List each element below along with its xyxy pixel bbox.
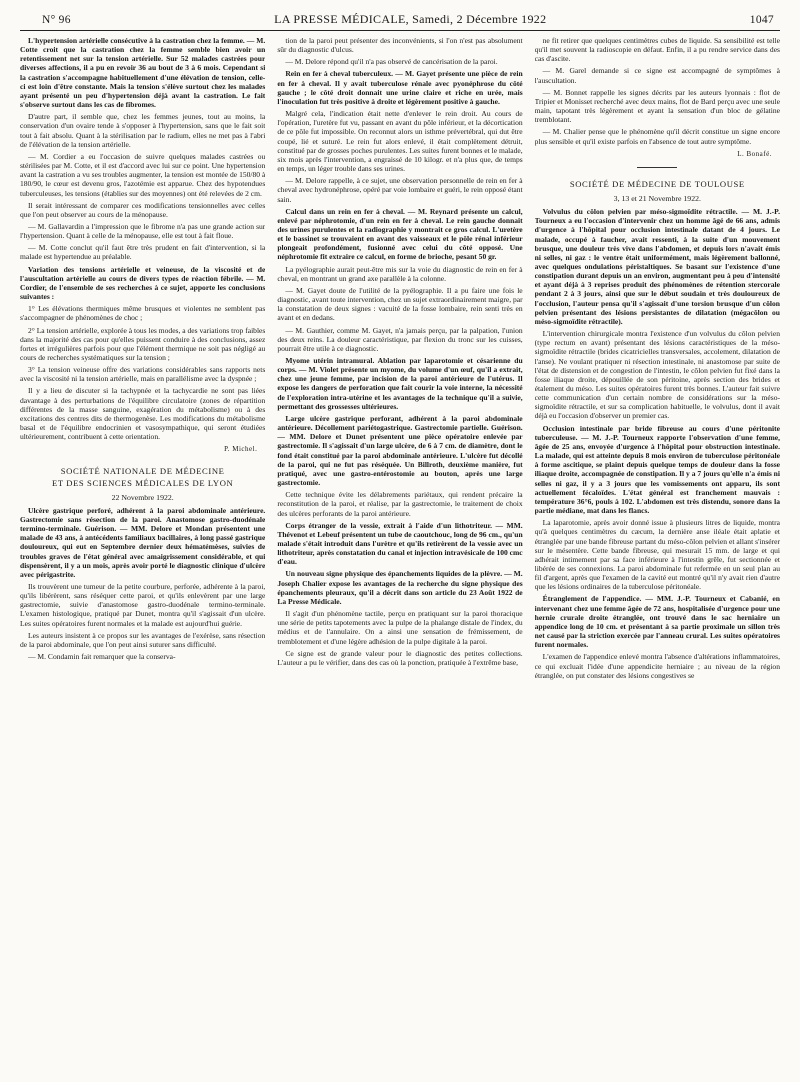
column-2 (277, 36, 522, 1066)
article-paragraph: Il y a lieu de discuter si la tachypnée et la tachycardie ne sont pas liées davantage à des perturbations de l'équilibre circulatoire (zones de répartition différentes de la masse sanguine, exagération du métabolisme) ou à des excitations des centres dits de thermogenèse. Les modifications du métabolisme basal et de l'équilibre endocrinien et vasosympathique, qui seront étudiées ultérieurement, contribuent à cette orientation. (20, 386, 266, 442)
article-paragraph: — M. Gayet doute de l'utilité de la pyélographie. Il a pu faire une fois le diagnostic, avant toute intervention, chez un sujet extraordinairement maigre, par la constatation de deux signes : vacuité de la fosse lombaire, rein senti très en avant et en dedans. (277, 285, 523, 323)
article-paragraph: Cette technique évite les délabrements pariétaux, qui rendent précaire la reconstitution de la paroi, et réalise, par la gastrectomie, le traitement de choix des ulcères perforants de la paroi antérieure. (277, 490, 523, 518)
issue-number: N° 96 (42, 14, 71, 26)
paragraph-group (535, 207, 780, 680)
article-paragraph: Il s'agit d'un phénomène tactile, perçu en pratiquant sur la paroi thoracique une série de petits tapotements avec la pulpe de la phalange distale de l'index, du médius et de l'annulaire. On a ainsi une sensation de frémissement, de tremblotement et d'une légère adhésion de la pulpe digitale à la paroi. (277, 609, 523, 646)
article-paragraph: L'intervention chirurgicale montra l'existence d'un volvulus du côlon pelvien (type rectum en avant) présentant des lésions caractéristiques de la méso-sigmoïdite rétractile (brides cicatricielles transversales, accolement, dilatation de l'anse). Ne voulant pratiquer ni résection intestinale, ni anastomose par suite de l'état de distension et de congestion de l'intestin, le côlon pelvien fut fixé dans la fosse iliaque droite, dépouillée de son péritoine, après section des brides et étalement du méso. Les suites opératoires furent très bonnes. L'auteur fait suivre cette communication d'un certain nombre de considérations sur la méso-sigmoïdite rétractile, et sur sa complication habituelle, le volvulus, dont il avait déjà eu l'occasion d'observer un premier cas. (534, 329, 780, 421)
article-paragraph: — M. Gauthier, comme M. Gayet, n'a jamais perçu, par la palpation, l'union des deux reins. La douleur caractéristique, par flexion du tronc sur les cuisses, pourrait être utile à ce diagnostic. (277, 325, 523, 353)
section-title: SOCIÉTÉ DE MÉDECINE DE TOULOUSE (569, 178, 745, 189)
article-paragraph: Étranglement de l'appendice. — MM. J.-P. Tourneux et Cabanié, en intervenant chez une femme âgée de 72 ans, hospitalisée d'urgence pour une hernie crurale droite étranglée, ont trouvé dans le sac herniaire un appendice long de 10 cm. et présentant à sa partie proximale un sillon très net causé par la striction exercée par l'anneau crural. Les suites opératoires furent normales. (534, 594, 780, 650)
paragraph-group (535, 36, 780, 146)
article-paragraph: D'autre part, il semble que, chez les femmes jeunes, tout au moins, la conservation d'un ovaire tende à s'opposer à l'hypertension, sans que le fait soit tout à fait absolu. Quant à la stérilisation par le radium, elles ne met pas à l'abri de l'élévation de la tension artérielle. (20, 112, 266, 149)
article-paragraph: La laparotomie, après avoir donné issue à plusieurs litres de liquide, montra qu'à quelques centimètres du cæcum, la dernière anse iléale était aplatie et étranglée par une bande fibreuse partant du méso-côlon pelvien et allant s'insérer sur le mésentère. Cette bande fibreuse, qui mesurait 15 mm. de large et qui adhérait intimement par sa face inférieure à l'intestin grêle, fut sectionnée et libérée de ses connexions. La paroi abdominale fut refermée en un seul plan au fil d'argent, après que l'examen de la cavité eut montré qu'il n'y avait rien d'autre que les lésions ordinaires de la tuberculose péritonéale. (534, 518, 780, 592)
paragraph-group (20, 506, 265, 662)
article-paragraph: Malgré cela, l'indication était nette d'enlever le rein droit. Au cours de l'opération, l'uretère fut vu, passant en avant du pôle inférieur, et la décortication de ce pôle fut impossible. On reconnut alors un isthme prévertébral, qui dut être coupé, lié et suturé. Le rein fut alors enlevé, il était complètement détruit, constitué par de grosses poches purulentes. Les suites furent bonnes et le malade, six mois après l'intervention, a engraissé de 10 kilogr. et n'a plus que, de temps en temps, un léger trouble dans ses urines. (277, 109, 523, 174)
article-paragraph: Les auteurs insistent à ce propos sur les avantages de l'exérèse, sans résection de la paroi abdominale, que l'on peut ainsi suturer sans difficulté. (20, 630, 266, 649)
article-paragraph: Occlusion intestinale par bride fibreuse au cours d'une péritonite tuberculeuse. — M. J.-P. Tourneux rapporte l'observation d'une femme, âgée de 25 ans, envoyée d'urgence à l'hôpital pour obstruction intestinale. La malade, qui est atteinte depuis 8 mois environ de tuberculose péritonéale à forme ascitique, se plaint depuis quelque temps de douleur dans la fosse iliaque droite, accompagnée de constipation. Il y a 7 jours qu'elle n'a émis ni selles ni gaz, il y a 3 jours que les vomissements ont apparu, ils sont actuellement fécaloïdes. L'état général est franchement mauvais : température 36°6, pouls à 102. L'abdomen est très distendu, sonore dans la partie médiane, mat dans les flancs. (534, 423, 780, 516)
article-paragraph: Calcul dans un rein en fer à cheval. — M. Reynard présente un calcul, enlevé par néphrotomie, d'un rein en fer à cheval. Le rein gauche donnait des urines purulentes et la radiographie y montrait ce gros calcul. L'uretère et le bassinet se trouvaient en avant des vaisseaux et le pôle rénal inférieur plongeait profondément, fusionné avec celui du côté opposé. Une néphrotomie fit extraire ce calcul, en forme de brioche, pesant 50 gr. (277, 206, 523, 262)
article-paragraph: Ils trouvèrent une tumeur de la petite courbure, perforée, adhérente à la paroi, qu'ils libérèrent, sans réséquer cette paroi, et qu'ils enlevèrent par une large gastrectomie, suivie d'anastomose gastro-duodénale termino-terminale. L'examen histologique, pratiqué par Dunet, montra qu'il s'agissait d'un ulcère. Les suites opératoires furent normales et la malade est aujourd'hui guérie. (20, 581, 266, 628)
article-paragraph: Variation des tensions artérielle et veineuse, de la viscosité et de l'auscultation artérielle au cours de divers types de réaction fébrile. — M. Cordier, de l'ensemble de ses recherches à ce sujet, apporte les conclusions suivantes : (20, 264, 266, 302)
article-paragraph: ne fit retirer que quelques centimètres cubes de liquide. Sa sensibilité est telle qu'il met souvent la radioscopie en défaut. Enfin, il a pu rendre service dans des cas d'ascite. (534, 36, 780, 64)
paragraph-group (277, 36, 522, 667)
society-section-heading (20, 465, 265, 502)
article-paragraph: 1° Les élévations thermiques même brusques et violentes ne semblent pas s'accompagner de phénomènes de choc ; (20, 304, 266, 323)
signature: L. Bonafé. (737, 149, 772, 158)
signature: P. Michel. (224, 445, 258, 454)
article-paragraph: Rein en fer à cheval tuberculeux. — M. Gayet présente une pièce de rein en fer à cheval. Il y avait tuberculose rénale avec pyonéphrose du côté gauche ; le côté droit donnait une urine claire et riche en urée, mais l'inoculation fut très positive à droite et légèrement positive à gauche. (277, 69, 523, 106)
page-number: 1047 (749, 14, 774, 26)
article-paragraph: — M. Chalier pense que le phénomène qu'il décrit constitue un signe encore plus sensible et qu'il existe parfois en l'absence de tout autre symptôme. (534, 127, 780, 146)
article-paragraph: — M. Cordier a eu l'occasion de suivre quelques malades castrées ou stérilisées par M. Cotte, et il est d'accord avec lui sur ce point. Une hypertension avant la castration a vu ses troubles augmenter, la tension est montée de 150/80 à 180/90, le cœur est devenu gros, l'azotémie est apparue. Chez des hypotendues tuberculeuses, les tensions (établies sur des moyennes) ont été relevées de 2 cm. (20, 151, 266, 198)
society-section-heading (535, 178, 780, 203)
journal-title-date: LA PRESSE MÉDICALE, Samedi, 2 Décembre 1922 (274, 12, 547, 26)
article-paragraph: Ulcère gastrique perforé, adhérent à la paroi abdominale antérieure. Gastrectomie sans résection de la paroi. Anastomose gastro-duodénale termino-terminale. Guérison. — MM. Delore et Mondan présentent une malade de 43 ans, à antécédents familiaux bacillaires, à long passé gastrique douloureux, qui eut en Septembre dernier deux hématémèses, suivies de troubles graves de l'état général avec amaigrissement considérable, et qui dispensèrent, il y a un mois, après avoir porté le diagnostic clinique d'ulcère avec périgastrite. (20, 505, 266, 579)
column-1 (20, 36, 265, 1066)
article-paragraph: Ce signe est de grande valeur pour le diagnostic des petites collections. L'auteur a pu le vérifier, dans des cas où la ponction, pratiquée à l'extrême base, (277, 648, 523, 667)
article-paragraph: Un nouveau signe physique des épanchements liquides de la plèvre. — M. Joseph Chalier expose les avantages de la recherche du signe physique des épanchements pleuraux, qu'il a décrit dans son article du 23 Août 1922 de La Presse Médicale. (277, 569, 523, 606)
article-paragraph: — M. Gallavardin a l'impression que le fibrome n'a pas une grande action sur l'hypertension. Quant à celle de la ménopause, elle est tout à fait floue. (20, 221, 266, 241)
article-paragraph: Volvulus du côlon pelvien par méso-sigmoïdite rétractile. — M. J.-P. Tourneux a eu l'occasion d'intervenir chez un homme âgé de 66 ans, admis d'urgence à l'hôpital pour occlusion intestinale datant de 4 jours. Le malade, occupé à faucher, avait ressenti, à la suite d'un mouvement brusque, une douleur très vive dans l'abdomen, et depuis lors n'avait émis ni selles, ni gaz : le ventre était uniformément, mais légèrement ballonné, avec quelques ondulations péristaltiques. Se basant sur l'existence d'une constipation durant depuis un an environ, augmentant peu à peu d'intensité et ayant déjà à 3 reprises produit des phénomènes de rétention stercorale pendant 2 à 3 jours, ainsi que sur le début soudain et très douloureux de l'occlusion, l'auteur pensa qu'il s'agissait d'une torsion brusque d'un côlon pelvien présentant des lésions persistantes de dilatation (mégacôlon ou méso-sigmoïdite rétractile). (534, 207, 780, 326)
section-date: 3, 13 et 21 Novembre 1922. (613, 193, 701, 203)
paragraph-group (20, 36, 265, 441)
page-header (20, 10, 780, 31)
article-paragraph: tion de la paroi peut présenter des inconvénients, si l'on n'est pas absolument sûr du diagnostic d'ulcus. (277, 36, 523, 55)
article-paragraph: Il serait intéressant de comparer ces modifications tensionnelles avec celles que l'on peut observer au cours de la ménopause. (20, 200, 266, 219)
section-title-line-2: ET DES SCIENCES MÉDICALES DE LYON (51, 477, 234, 488)
article-paragraph: — M. Delore répond qu'il n'a pas observé de cancérisation de la paroi. (285, 57, 498, 67)
article-paragraph: Myome utérin intramural. Ablation par laparotomie et césarienne du corps. — M. Violet présente un myome, du volume d'un œuf, qu'il a extrait, chez une jeune femme, par incision de la paroi antérieure de l'utérus. Il expose les dangers de perforation que fait courir la voie interne, la nécessité de l'exploration intra-utérine et les avantages de la technique qu'il a suivie, permettant des grossesses ultérieures. (277, 356, 523, 411)
article-paragraph: 2° La tension artérielle, explorée à tous les modes, a des variations trop faibles dans la majorité des cas pour qu'elles puissent conduire à des conclusions, assez fortes et irrégulières parfois pour que l'élément thermique ne soit pas négligé au cours de recherches systématiques sur la tension ; (20, 325, 266, 362)
column-3 (535, 36, 780, 1066)
text-columns (20, 31, 780, 1066)
article-paragraph: — M. Delore rappelle, à ce sujet, une observation personnelle de rein en fer à cheval avec hydronéphrose, opéré par voie lombaire et guéri, le rein opposé étant sain. (277, 176, 523, 204)
article-paragraph: Corps étranger de la vessie, extrait à l'aide d'un lithotriteur. — MM. Thévenot et Lebeuf présentent un tube de caoutchouc, long de 96 cm., qu'un malade s'était introduit dans l'urètre et qu'ils retirèrent de la vessie avec un lithotriteur, après constatation du canal et injection intravésicale de 100 cmc d'eau. (277, 520, 523, 567)
article-paragraph: L'examen de l'appendice enlevé montra l'absence d'altérations inflammatoires, ce qui excluait l'idée d'une appendicite herniaire ; au niveau de la région étranglée, on put constater des lésions congestives se (534, 652, 780, 680)
divider (637, 167, 677, 168)
article-paragraph: — M. Condamin fait remarquer que la conserva- (28, 652, 176, 662)
section-date: 22 Novembre 1922. (111, 492, 174, 502)
article-paragraph: — M. Garel demande si ce signe est accompagné de symptômes à l'auscultation. (534, 66, 780, 85)
article-paragraph: 3° La tension veineuse offre des variations considérables sans rapports nets avec la viscosité ni la tension artérielle, mais en parallélisme avec la dyspnée ; (20, 365, 266, 384)
article-paragraph: — M. Bonnet rappelle les signes décrits par les auteurs lyonnais : flot de Tripier et Monisset recherché avec deux mains, flot de Bard perçu avec une seule main, tapotant très légèrement et ayant la sensation d'un bloc de gélatine tremblotant. (534, 87, 780, 125)
article-paragraph: L'hypertension artérielle consécutive à la castration chez la femme. — M. Cotte croit que la castration chez la femme semble bien avoir un retentissement net sur la tension artérielle. Sur 52 malades castrées pour diverses affections, il a pu en revoir 36 au bout de 3 à 6 mois. Cependant si la castration s'accompagne habituellement d'une élévation de tension, celle-ci est loin d'être constante. Mais la tension s'élève surtout chez les malades ayant présenté un peu d'hypertension déjà avant la castration. Le fait s'observe surtout dans les cas de fibromes. (20, 36, 266, 110)
article-paragraph: — M. Cotte conclut qu'il faut être très prudent en fait d'intervention, si la malade est hypertendue au préalable. (20, 243, 266, 262)
newspaper-page (20, 0, 780, 1070)
article-paragraph: Large ulcère gastrique perforant, adhérent à la paroi abdominale antérieure. Décollement pariétogastrique. Gastrectomie partielle. Guérison. — MM. Delore et Dunet présentent une pièce opératoire enlevée par gastrectomie. Il s'agissait d'un large ulcère, de 6 à 7 cm. de diamètre, dont le fond était constitué par la paroi abdominale antérieure. L'ulcère fut décollé de la paroi, qui ne fut pas réséquée. Un Billroth, deuxième manière, fut pratiqué, avec une gastro-entérostomie au bouton, après une large gastrectomie. (277, 413, 523, 488)
article-paragraph: La pyélographie aurait peut-être mis sur la voie du diagnostic de rein en fer à cheval, en montrant un grand axe parallèle à la colonne. (277, 264, 523, 283)
section-title-line-1: SOCIÉTÉ NATIONALE DE MÉDECINE (60, 465, 225, 476)
